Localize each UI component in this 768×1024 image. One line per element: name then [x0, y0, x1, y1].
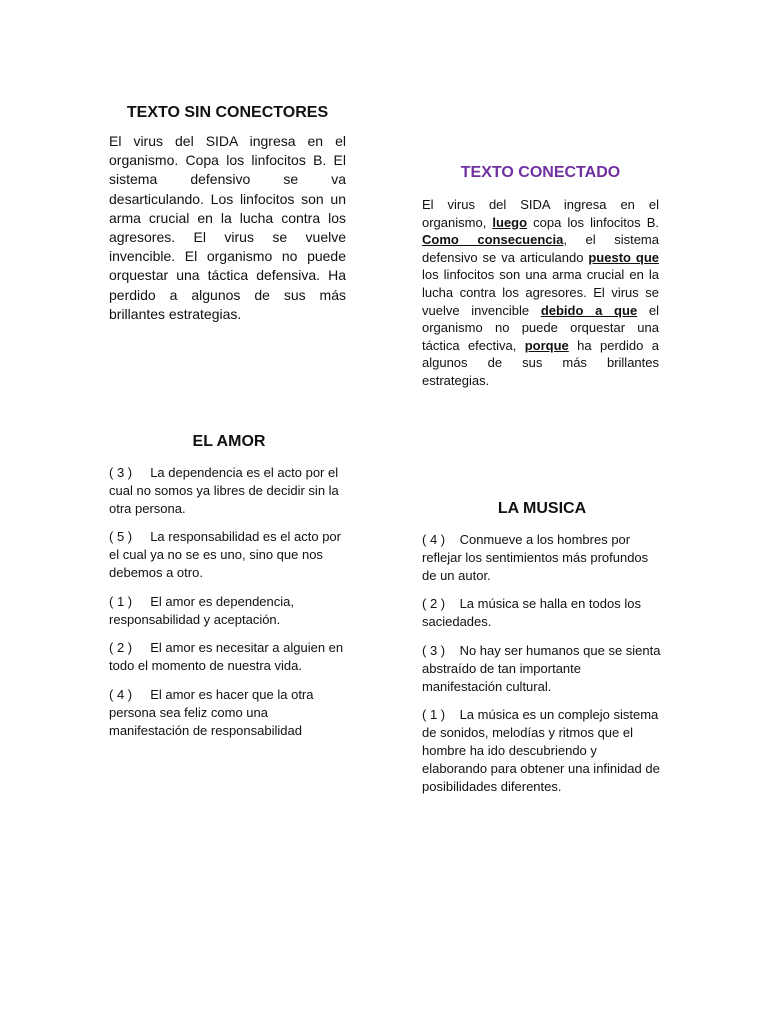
item-text: La música es un complejo sistema de sonidos, melodías y ritmos que el hombre ha ido descubriendo y elaborando para obtener una infinidad de posibilidades diferentes.: [422, 707, 660, 794]
text-segment: El virus del SIDA ingresa en el organismo,: [422, 197, 659, 230]
list-item: [109, 528, 349, 581]
section-la-musica: [422, 500, 662, 806]
section-body: [422, 196, 659, 390]
section-texto-sin-conectores: [109, 104, 346, 324]
list-item: [422, 706, 662, 795]
list-item: [422, 595, 662, 631]
section-el-amor: [109, 433, 349, 750]
list-item: [422, 531, 662, 584]
item-text: El amor es dependencia, responsabilidad y aceptación.: [109, 593, 294, 627]
list-item: [109, 464, 349, 517]
item-number: ( 3 ): [109, 465, 133, 480]
item-number: ( 1 ): [109, 593, 133, 609]
item-number: ( 4 ): [109, 686, 133, 702]
section-title: TEXTO SIN CONECTORES: [126, 104, 329, 121]
connector-word: debido a que: [540, 302, 638, 318]
item-number: ( 2 ): [109, 640, 133, 656]
item-text: El amor es necesitar a alguien en todo el momento de nuestra vida.: [109, 640, 344, 674]
item-text: No hay ser humanos que se sienta abstraído de tan importante manifestación cultural.: [422, 642, 661, 694]
list-item: [109, 639, 349, 675]
section-title: TEXTO CONECTADO: [460, 164, 621, 181]
text-segment: los linfocitos son una arma crucial en la lucha contra los agresores. El virus se vuelve invencible: [422, 267, 659, 318]
item-number: ( 5 ): [109, 529, 133, 545]
text-segment: ha perdido a algunos de sus más brillantes estrategias.: [422, 337, 659, 388]
list-item: [422, 642, 662, 695]
item-text: La dependencia es el acto por el cual no somos ya libres de decidir sin la otra persona.: [109, 465, 339, 516]
section-title: EL AMOR: [192, 433, 266, 450]
list-item: [109, 686, 349, 739]
item-text: Conmueve a los hombres por reflejar los sentimientos más profundos de un autor.: [422, 532, 649, 583]
text-segment: el organismo no puede orquestar una táctica efectiva,: [422, 302, 659, 353]
section-body: El virus del SIDA ingresa en el organismo. Copa los linfocitos B. El sistema defensivo se va desarticulando. Los linfocitos son un arma crucial en la lucha contra los agresores. El virus se vuelve invencible. El organismo no puede orquestar una táctica defensiva. Ha perdido a algunos de sus más brillantes estrategias.: [109, 133, 346, 322]
item-text: La música se halla en todos los saciedades.: [422, 596, 641, 630]
item-number: ( 3 ): [422, 642, 446, 658]
section-title: LA MUSICA: [497, 500, 587, 517]
item-number: ( 2 ): [422, 596, 446, 612]
connector-word: puesto que: [588, 249, 659, 265]
item-text: La responsabilidad es el acto por el cual ya no se es uno, sino que nos debemos a otro.: [109, 529, 341, 580]
list-item: [109, 593, 349, 629]
connector-word: Como consecuencia: [422, 232, 564, 248]
connector-word: porque: [524, 337, 569, 353]
item-number: ( 1 ): [422, 707, 446, 723]
text-segment: , el sistema defensivo se va articulando: [422, 232, 659, 265]
text-segment: copa los linfocitos B.: [527, 214, 660, 230]
item-text: El amor es hacer que la otra persona sea feliz como una manifestación de responsabilidad: [109, 686, 314, 738]
item-number: ( 4 ): [422, 532, 446, 547]
connector-word: luego: [492, 214, 528, 230]
section-texto-conectado: [422, 164, 659, 390]
